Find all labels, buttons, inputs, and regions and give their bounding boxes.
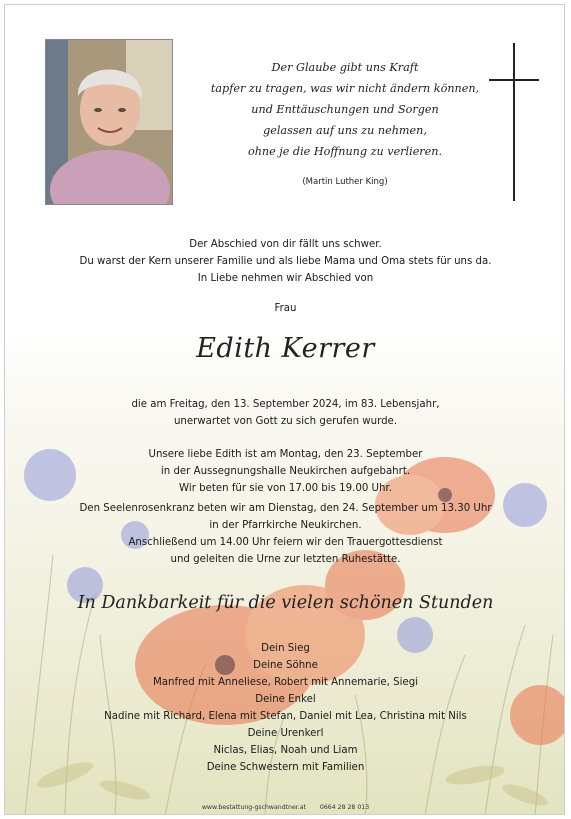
intro-line: Der Abschied von dir fällt uns schwer. (189, 239, 382, 250)
obituary-card (4, 4, 565, 815)
salutation: Frau (274, 303, 297, 314)
viewing-line: Wir beten für sie von 17.00 bis 19.00 Uhr. (179, 483, 392, 494)
mourners-list (35, 640, 536, 776)
quote-line: Der Glaube gibt uns Kraft (271, 61, 419, 74)
intro-text (45, 236, 526, 287)
quote-line: tapfer zu tragen, was wir nicht ändern können, (210, 82, 480, 95)
service-line: und geleiten die Urne zur letzten Ruhestätte. (170, 554, 401, 565)
viewing-line: in der Aussegnungshalle Neukirchen aufgebahrt. (160, 466, 411, 477)
death-notice (35, 396, 536, 430)
cross-icon-beam (489, 79, 539, 81)
quote-line: und Enttäuschungen und Sorgen (251, 103, 439, 116)
mourner-line: Manfred mit Anneliese, Robert mit Annemarie, Siegi (152, 677, 419, 688)
intro-line: Du warst der Kern unserer Familie und als liebe Mama und Oma stets für uns da. (79, 256, 492, 267)
cross-icon (513, 43, 515, 201)
portrait-photo (45, 39, 173, 205)
footer-phone: 0664 28 28 013 (319, 804, 370, 811)
quote-line: ohne je die Hoffnung zu verlieren. (247, 145, 443, 158)
mourner-line: Deine Schwestern mit Familien (206, 762, 365, 773)
footer (5, 804, 565, 811)
viewing-info (35, 446, 536, 497)
quote-text (195, 57, 495, 162)
quote-author: (Martin Luther King) (302, 177, 388, 187)
intro-line: In Liebe nehmen wir Abschied von (197, 273, 374, 284)
service-line: Den Seelenrosenkranz beten wir am Dienstag, den 24. September um 13.30 Uhr (79, 503, 492, 514)
mourner-line: Niclas, Elias, Noah und Liam (213, 745, 358, 756)
thanks-line: In Dankbarkeit für die vielen schönen Stunden (77, 593, 494, 613)
mourner-line: Deine Enkel (255, 694, 316, 705)
mourner-line: Deine Söhne (253, 660, 318, 671)
mourner-line: Nadine mit Richard, Elena mit Stefan, Daniel mit Lea, Christina mit Nils (104, 711, 467, 722)
service-info (35, 500, 536, 568)
service-line: Anschließend um 14.00 Uhr feiern wir den Trauergottesdienst (128, 537, 443, 548)
quote-line: gelassen auf uns zu nehmen, (263, 124, 427, 137)
deceased-name: Edith Kerrer (196, 333, 375, 364)
mourner-line: Deine Urenkerl (247, 728, 324, 739)
death-line: die am Freitag, den 13. September 2024, im 83. Lebensjahr, (131, 399, 440, 410)
portrait-illustration (46, 40, 172, 204)
footer-website: www.bestattung-gschwandtner.at (201, 804, 306, 811)
mourner-line: Dein Sieg (261, 643, 310, 654)
viewing-line: Unsere liebe Edith ist am Montag, den 23. September (148, 449, 423, 460)
service-line: in der Pfarrkirche Neukirchen. (209, 520, 362, 531)
death-line: unerwartet von Gott zu sich gerufen wurde. (173, 416, 398, 427)
